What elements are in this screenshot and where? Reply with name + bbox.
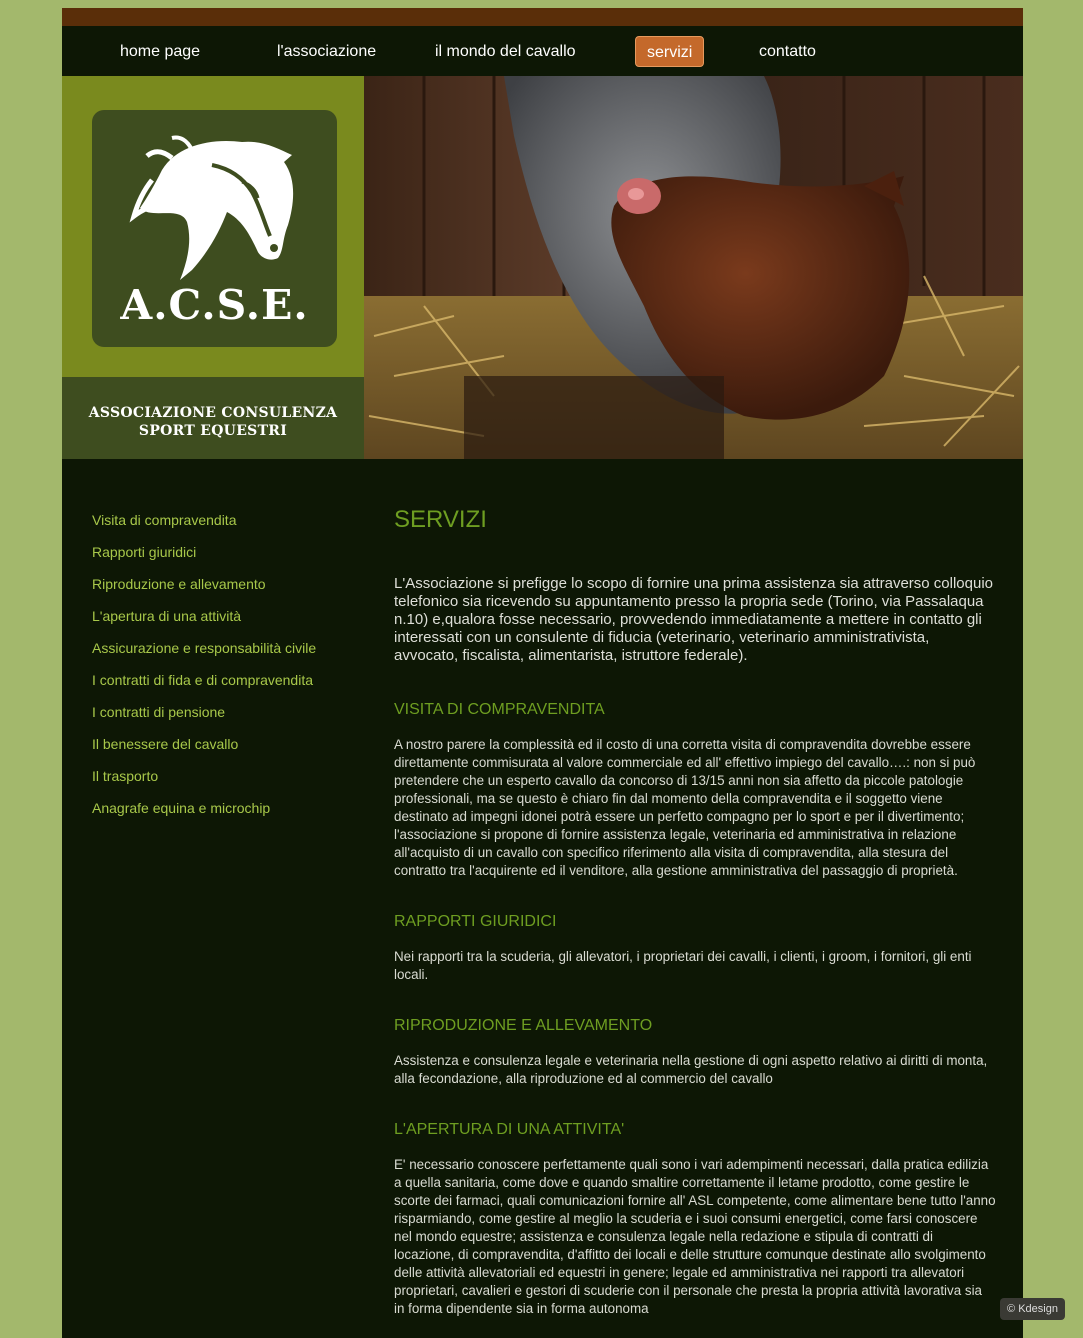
section-text: Nei rapporti tra la scuderia, gli allevatori, i proprietari dei cavalli, i clienti, i groom, i fornitori, gli enti locali.: [394, 949, 972, 982]
sidebar-item-apertura-attivita[interactable]: L'apertura di una attività: [92, 608, 241, 624]
sidebar-item-assicurazione[interactable]: Assicurazione e responsabilità civile: [92, 640, 317, 656]
logo-panel: [62, 76, 364, 459]
section-text: E' necessario conoscere perfettamente quali sono i vari adempimenti necessari, dalla pratica edilizia a quella sanitaria, come dove e quando smaltire correttamente il letame prodotto, come gestire le scorte dei farmaci, quali comunicazioni fornire all' ASL competente, come alimentare bene tutto l'anno risparmiando, come gestire al meglio la scuderia e i suoi consumi energetici, come farsi conoscere nel mondo equestre; assistenza e consulenza legale nella redazione e stipula di contratti di locazione, di compravendita, d'affitto dei locali e delle strutture comunque destinate allo svolgimento delle attività allevatoriali ed equestri in genere; legale ed amministrativa nei rapporti tra allevatori proprietari, cavalieri e gestori di scuderie con il personale che presta la propria attività lavorativa sia in forma dipendente sia in forma autonoma: [394, 1157, 996, 1316]
intro-text: L'Associazione si prefigge lo scopo di fornire una prima assistenza sia attraverso colloquio telefonico sia ricevendo su appuntamento presso la propria sede (Torino, via Passalaqua n.10) e,qualora fosse necessario, provvedendo immediatamente a mettere in contatto gli interessati con un consulente di fiducia (veterinario, veterinario amministrativista, avvocato, fiscalista, alimentarista, istruttore federale).: [394, 575, 994, 664]
horse-head-icon: [92, 110, 337, 280]
sidebar-item-anagrafe[interactable]: Anagrafe equina e microchip: [92, 800, 271, 816]
org-name-line2: SPORT EQUESTRI: [138, 423, 288, 439]
sidebar-item-contratti-fida[interactable]: I contratti di fida e di compravendita: [92, 672, 314, 688]
page-title: SERVIZI: [394, 506, 487, 533]
hero-photo: [364, 76, 1023, 459]
section-text: Assistenza e consulenza legale e veterinaria nella gestione di ogni aspetto relativo ai diritti di monta, alla fecondazione, alla riproduzione ed al commercio del cavallo: [394, 1053, 988, 1086]
org-name: [62, 377, 364, 459]
section-heading: L'APERTURA DI UNA ATTIVITA': [394, 1121, 625, 1138]
org-name-line1: ASSOCIAZIONE CONSULENZA: [88, 405, 338, 421]
nav-contatto[interactable]: contatto: [759, 43, 816, 60]
logo[interactable]: [92, 110, 337, 347]
section-text: A nostro parere la complessità ed il costo di una corretta visita di compravendita dovrebbe essere direttamente commisurata al valore commerciale ed all' effettivo impiego del cavallo….: non si può pretendere che un esperto cavallo da concorso di 13/15 anni non sia affetto da piccole patologie professionali, ma se questo è chiaro fin dal momento della compravendita e il soggetto viene destinato ad impegni idonei potrà essere un perfetto compagno per lo sport e per il divertimento; l'associazione si propone di fornire assistenza legale, veterinaria ed amministrativa in relazione all'acquisto di un cavallo con specifico riferimento alla visita di compravendita, alla stesura del contratto tra l'acquirente ed il venditore, alla gestione amministrativa del passaggio di proprietà.: [394, 737, 976, 878]
section-heading: VISITA DI COMPRAVENDITA: [394, 701, 605, 718]
hero-banner: [62, 76, 1023, 459]
sidebar-item-benessere[interactable]: Il benessere del cavallo: [92, 736, 239, 752]
nav-mondo-del-cavallo[interactable]: il mondo del cavallo: [435, 43, 576, 60]
section-heading: RAPPORTI GIURIDICI: [394, 913, 557, 930]
sidebar-item-rapporti-giuridici[interactable]: Rapporti giuridici: [92, 544, 197, 560]
horse-foal-photo: [364, 76, 1023, 459]
sidebar-item-contratti-pensione[interactable]: I contratti di pensione: [92, 704, 226, 720]
nav-home-page[interactable]: home page: [120, 43, 201, 60]
sidebar-menu: [92, 504, 392, 824]
sidebar-item-visita-compravendita[interactable]: Visita di compravendita: [92, 512, 237, 528]
sidebar-item-riproduzione[interactable]: Riproduzione e allevamento: [92, 576, 266, 592]
page-container: [62, 8, 1023, 1338]
nav-associazione[interactable]: l'associazione: [277, 43, 377, 60]
credit-badge[interactable]: © Kdesign: [1000, 1298, 1065, 1320]
main-nav: [62, 26, 1023, 76]
logo-text: A.C.S.E.: [120, 281, 309, 329]
nav-servizi[interactable]: servizi: [635, 36, 704, 67]
section-heading: RIPRODUZIONE E ALLEVAMENTO: [394, 1017, 653, 1034]
top-bar: [62, 8, 1023, 26]
sidebar-item-trasporto[interactable]: Il trasporto: [92, 768, 159, 784]
main-content: [394, 505, 996, 1338]
